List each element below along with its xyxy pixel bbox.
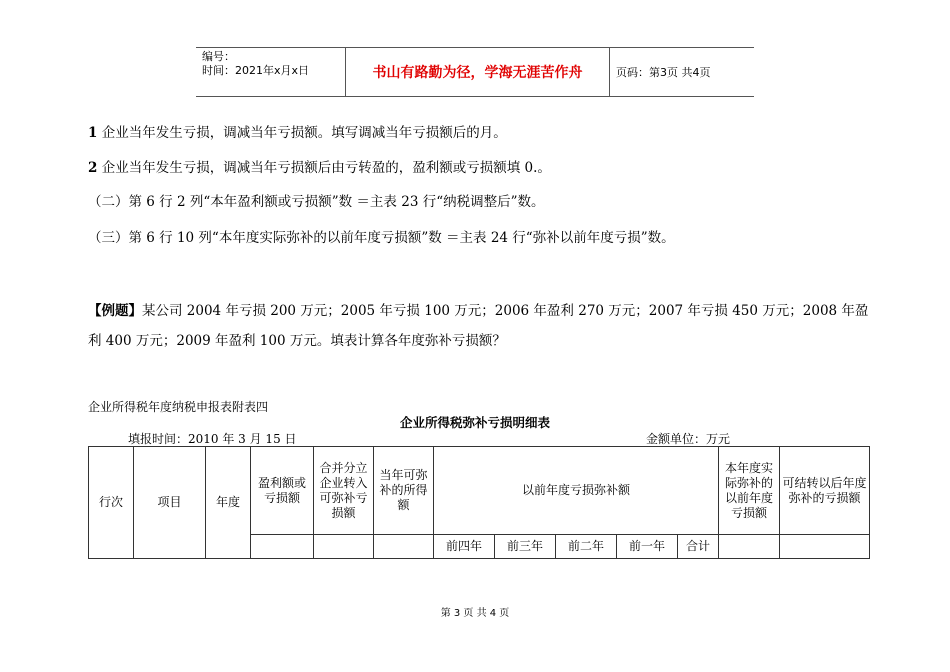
table-title: 企业所得税弥补亏损明细表 [399, 415, 550, 430]
header-time: 时间：2021年x月x日 [202, 64, 310, 77]
rule-2-num: 2 [88, 160, 98, 176]
loss-table [88, 446, 870, 559]
th-item: 项目 [134, 447, 206, 559]
fill-time: 填报时间：2010 年 3 月 15 日 [128, 432, 297, 446]
header-number: 编号： [202, 50, 235, 63]
cell-blank [374, 535, 434, 559]
rule-1-num: 1 [88, 125, 98, 141]
amount-unit: 金额单位：万元 [646, 432, 731, 446]
th-total: 合计 [678, 535, 719, 559]
th-carry-forward: 可结转以后年度弥补的亏损额 [780, 447, 870, 535]
th-prev-3: 前三年 [495, 535, 556, 559]
rule-2-text: 企业当年发生亏损，调减当年亏损额后由亏转盈的，盈利额或亏损额填 0.。 [101, 160, 551, 176]
th-prev-4: 前四年 [434, 535, 495, 559]
rule-1 [88, 121, 507, 141]
header-page-info: 页码：第3页 共4页 [616, 66, 711, 79]
rule-4: （三）第 6 行 10 列“本年度实际弥补的以前年度亏损额”数 ＝主表 24 行“弥补以前年度亏损”数。 [88, 230, 675, 246]
example-text: 某公司 2004 年亏损 200 万元；2005 年亏损 100 万元；2006 年盈利 270 万元；2007 年亏损 450 万元；2008 年盈利 400 万元；2009 年盈利 100 万元。填表计算各年度弥补亏损额？ [88, 303, 869, 349]
table-caption: 企业所得税年度纳税申报表附表四 [88, 400, 269, 414]
example-paragraph [88, 296, 878, 356]
page-header [196, 47, 754, 97]
th-prev-2: 前二年 [556, 535, 617, 559]
th-year: 年度 [206, 447, 251, 559]
th-merged-loss: 合并分立企业转入可弥补亏损额 [314, 447, 374, 535]
th-profit-loss: 盈利额或亏损额 [251, 447, 314, 535]
header-meta [196, 48, 346, 96]
cell-blank [719, 535, 780, 559]
th-previous-offset: 以前年度亏损弥补额 [434, 447, 719, 535]
cell-blank [780, 535, 870, 559]
cell-blank [251, 535, 314, 559]
th-actual-offset: 本年度实际弥补的以前年度亏损额 [719, 447, 780, 535]
rule-3: （二）第 6 行 2 列“本年盈利额或亏损额”数 ＝主表 23 行“纳税调整后”数。 [88, 194, 545, 210]
th-prev-1: 前一年 [617, 535, 678, 559]
header-motto: 书山有路勤为径，学海无涯苦作舟 [346, 48, 610, 96]
example-label: 【例题】 [88, 303, 142, 319]
th-row-number: 行次 [89, 447, 134, 559]
cell-blank [314, 535, 374, 559]
page-footer: 第 3 页 共 4 页 [440, 608, 510, 619]
rule-2 [88, 156, 551, 176]
rule-1-text: 企业当年发生亏损，调减当年亏损额。填写调减当年亏损额后的月。 [101, 125, 507, 141]
th-current-income: 当年可弥补的所得额 [374, 447, 434, 535]
